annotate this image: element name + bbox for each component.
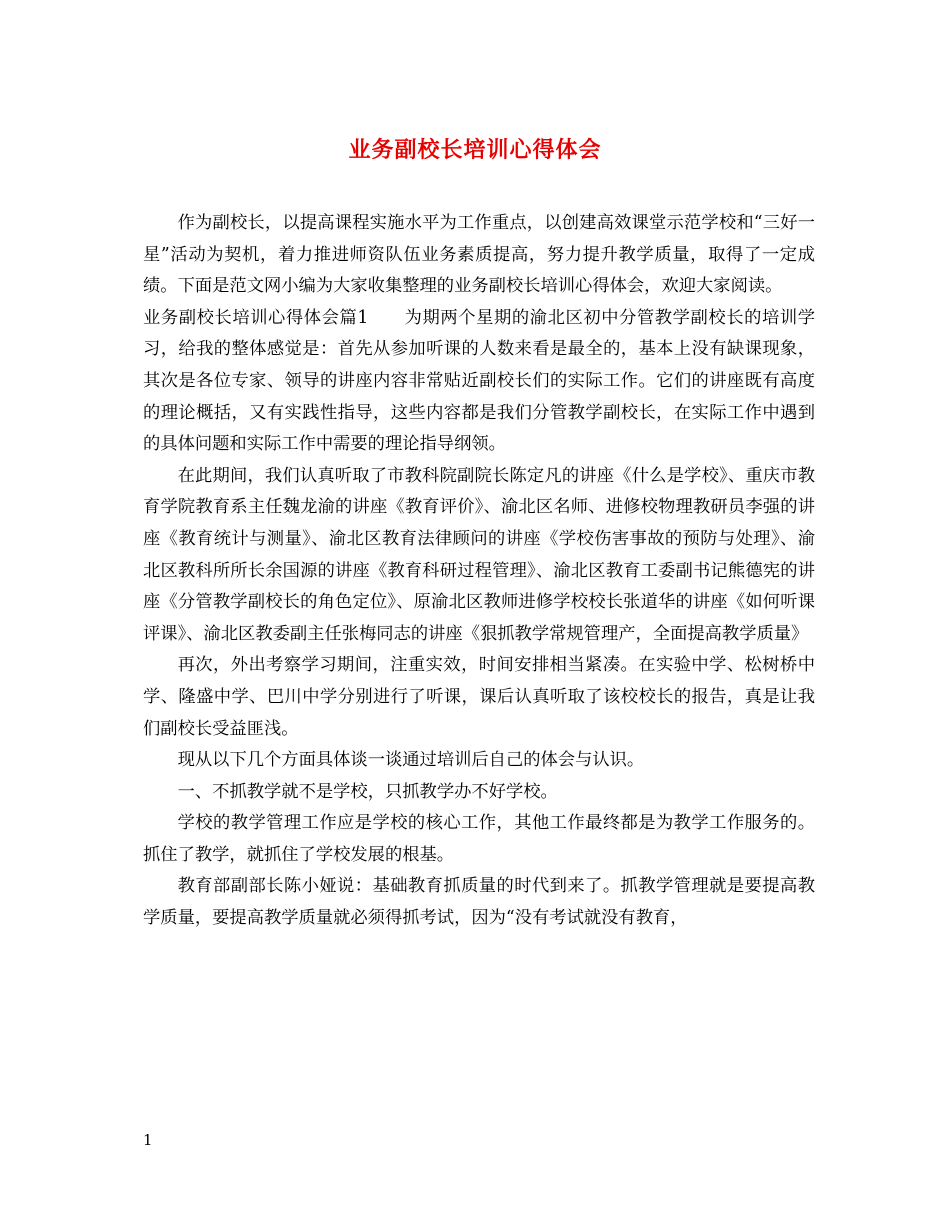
- paragraph-visits: 再次，外出考察学习期间，注重实效，时间安排相当紧凑。在实验中学、松树桥中学、隆盛中学、巴川中学分别进行了听课，课后认真听取了该校校长的报告，真是让我们副校长受益匪浅。: [143, 655, 815, 739]
- paragraph-teaching-core: 学校的教学管理工作应是学校的核心工作，其他工作最终都是为教学工作服务的。抓住了教学，就抓住了学校发展的根基。: [143, 813, 815, 865]
- document-title: 业务副校长培训心得体会: [348, 137, 602, 163]
- document-body: [143, 208, 815, 935]
- paragraph-article-1-start: 业务副校长培训心得体会篇1 为期两个星期的渝北区初中分管教学副校长的培训学习，给我的整体感觉是：首先从参加听课的人数来看是最全的，基本上没有缺课现象，其次是各位专家、领导的讲座内容非常贴近副校长们的实际工作。它们的讲座既有高度的理论概括，又有实践性指导，这些内容都是我们分管教学副校长，在实际工作中遇到的具体问题和实际工作中需要的理论指导纲领。: [143, 307, 815, 455]
- paragraph-quality: 教育部副部长陈小娅说：基础教育抓质量的时代到来了。抓教学管理就是要提高教学质量，要提高教学质量就必须得抓考试，因为“没有考试就没有教育，: [143, 876, 815, 929]
- paragraph-lectures: 在此期间，我们认真听取了市教科院副院长陈定凡的讲座《什么是学校》、重庆市教育学院教育系主任魏龙渝的讲座《教育评价》、渝北区名师、进修校物理教研员李强的讲座《教育统计与测量》、渝北区教育法律顾问的讲座《学校伤害事故的预防与处理》、渝北区教科所所长余国源的讲座《教育科研过程管理》、渝北区教育工委副书记熊德宪的讲座《分管教学副校长的角色定位》、原渝北区教师进修学校校长张道华的讲座《如何听课评课》、渝北区教委副主任张梅同志的讲座《狠抓教学常规管理产，全面提高教学质量》: [143, 465, 815, 644]
- page-number: 1: [143, 1131, 153, 1149]
- paragraph-reflection-intro: 现从以下几个方面具体谈一谈通过培训后自己的体会与认识。: [177, 750, 645, 771]
- paragraph-intro: 作为副校长，以提高课程实施水平为工作重点，以创建高效课堂示范学校和“三好一星”活动为契机，着力推进师资队伍业务素质提高，努力提升教学质量，取得了一定成绩。下面是范文网小编为大家收集整理的业务副校长培训心得体会，欢迎大家阅读。: [143, 213, 815, 297]
- section-heading-1: 一、不抓教学就不是学校，只抓教学办不好学校。: [177, 781, 558, 802]
